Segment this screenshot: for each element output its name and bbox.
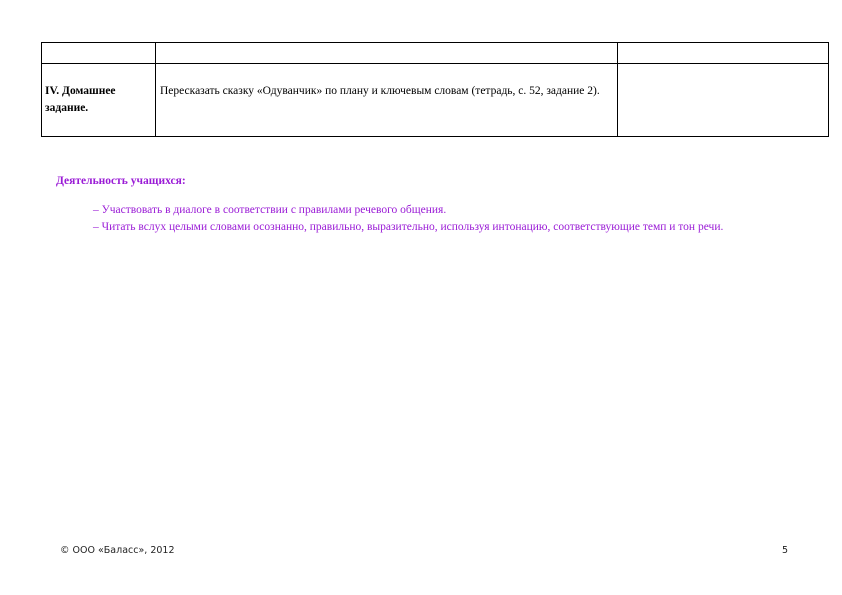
- lesson-table: [41, 42, 829, 137]
- table-row: [42, 43, 829, 64]
- content-cell: [156, 64, 618, 137]
- stage-cell: [42, 64, 156, 137]
- page-footer: [60, 545, 788, 556]
- activity-item: – Участвовать в диалоге в соответствии с правилами речевого общения.: [93, 204, 447, 216]
- stage-cell: [42, 43, 156, 64]
- notes-cell: [618, 43, 829, 64]
- content-cell: [156, 43, 618, 64]
- notes-cell: [618, 64, 829, 137]
- activity-heading: Деятельность учащихся:: [56, 175, 186, 187]
- homework-text: Пересказать сказку «Одуванчик» по плану и ключевым словам (тетрадь, с. 52, задание 2).: [160, 85, 600, 97]
- student-activity: [55, 173, 780, 236]
- page-number: 5: [781, 545, 788, 556]
- activity-item: – Читать вслух целыми словами осознанно, правильно, выразительно, используя интонацию, соответствующие темп и тон речи.: [93, 221, 724, 233]
- table-row: [42, 64, 829, 137]
- copyright: © ООО «Баласс», 2012: [60, 545, 175, 556]
- stage-label: IV. Домашнее задание.: [45, 85, 116, 114]
